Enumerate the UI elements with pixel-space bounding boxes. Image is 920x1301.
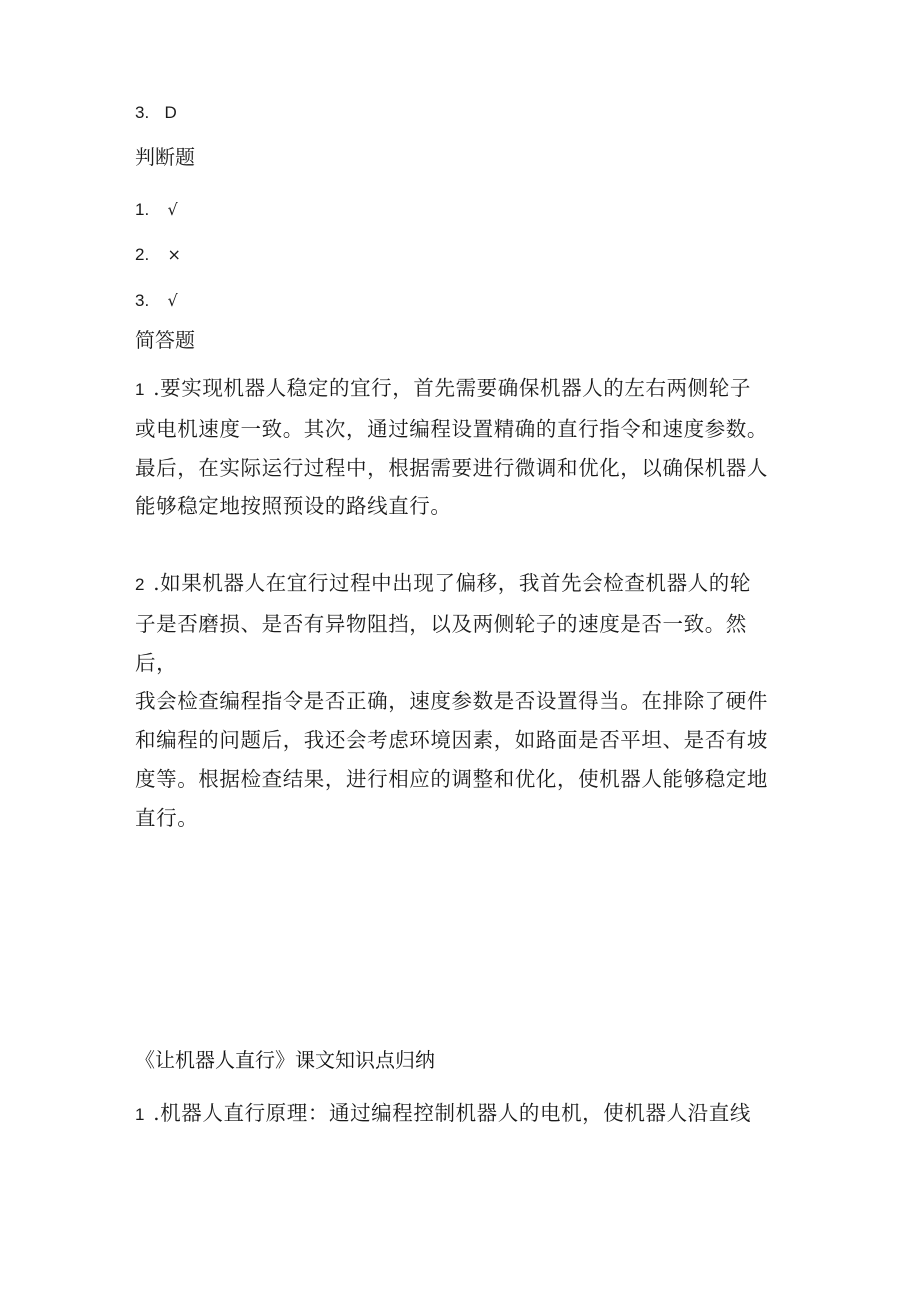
answer-line: 能够稳定地按照预设的路线直行。: [135, 494, 452, 519]
judgment-item-number: 2.: [135, 245, 150, 264]
summary-heading: 《让机器人直行》课文知识点归纳: [135, 1048, 435, 1072]
answer-line: 或电机速度一致。其次，通过编程设置精确的直行指令和速度参数。: [135, 416, 768, 441]
judgment-item-2: [135, 239, 181, 269]
mc-answer-value: D: [164, 103, 177, 122]
judgment-item-number: 3.: [135, 291, 150, 310]
answer-line: 子是否磨损、是否有异物阻挡，以及两侧轮子的速度是否一致。然后，: [135, 611, 747, 675]
answer-number: 1: [135, 380, 146, 399]
judgment-item-mark: ×: [167, 245, 181, 264]
summary-item-number: 1: [135, 1105, 146, 1124]
answer-line: 2 .如果机器人在宜行过程中出现了偏移，我首先会检查机器人的轮: [135, 571, 751, 595]
judgment-item-mark: √: [167, 200, 178, 219]
answer-line: 我会检查编程指令是否正确，速度参数是否设置得当。在排除了硬件: [135, 689, 768, 714]
mc-answer-3: [135, 97, 177, 127]
summary-item-1: [135, 1094, 785, 1135]
answer-number: 2: [135, 575, 146, 594]
answer-line: 直行。: [135, 805, 199, 830]
judgment-title: 判断题: [135, 145, 195, 169]
answer-line: 1 .要实现机器人稳定的宜行，首先需要确保机器人的左右两侧轮子: [135, 376, 751, 400]
answer-line: 和编程的问题后，我还会考虑环境因素，如路面是否平坦、是否有坡: [135, 728, 768, 753]
summary-line: 1 .机器人直行原理：通过编程控制机器人的电机，使机器人沿直线: [135, 1101, 751, 1125]
short-answer-2: [135, 564, 785, 838]
judgment-item-mark: √: [167, 291, 178, 310]
judgment-item-1: [135, 194, 178, 224]
answer-line: 度等。根据检查结果，进行相应的调整和优化，使机器人能够稳定地: [135, 766, 768, 791]
answer-line: 最后，在实际运行过程中，根据需要进行微调和优化，以确保机器人: [135, 455, 768, 480]
judgment-item-3: [135, 285, 178, 315]
mc-answer-number: 3.: [135, 103, 150, 122]
short-answer-1: [135, 369, 785, 526]
judgment-item-number: 1.: [135, 200, 150, 219]
short-answer-title: 简答题: [135, 328, 195, 352]
